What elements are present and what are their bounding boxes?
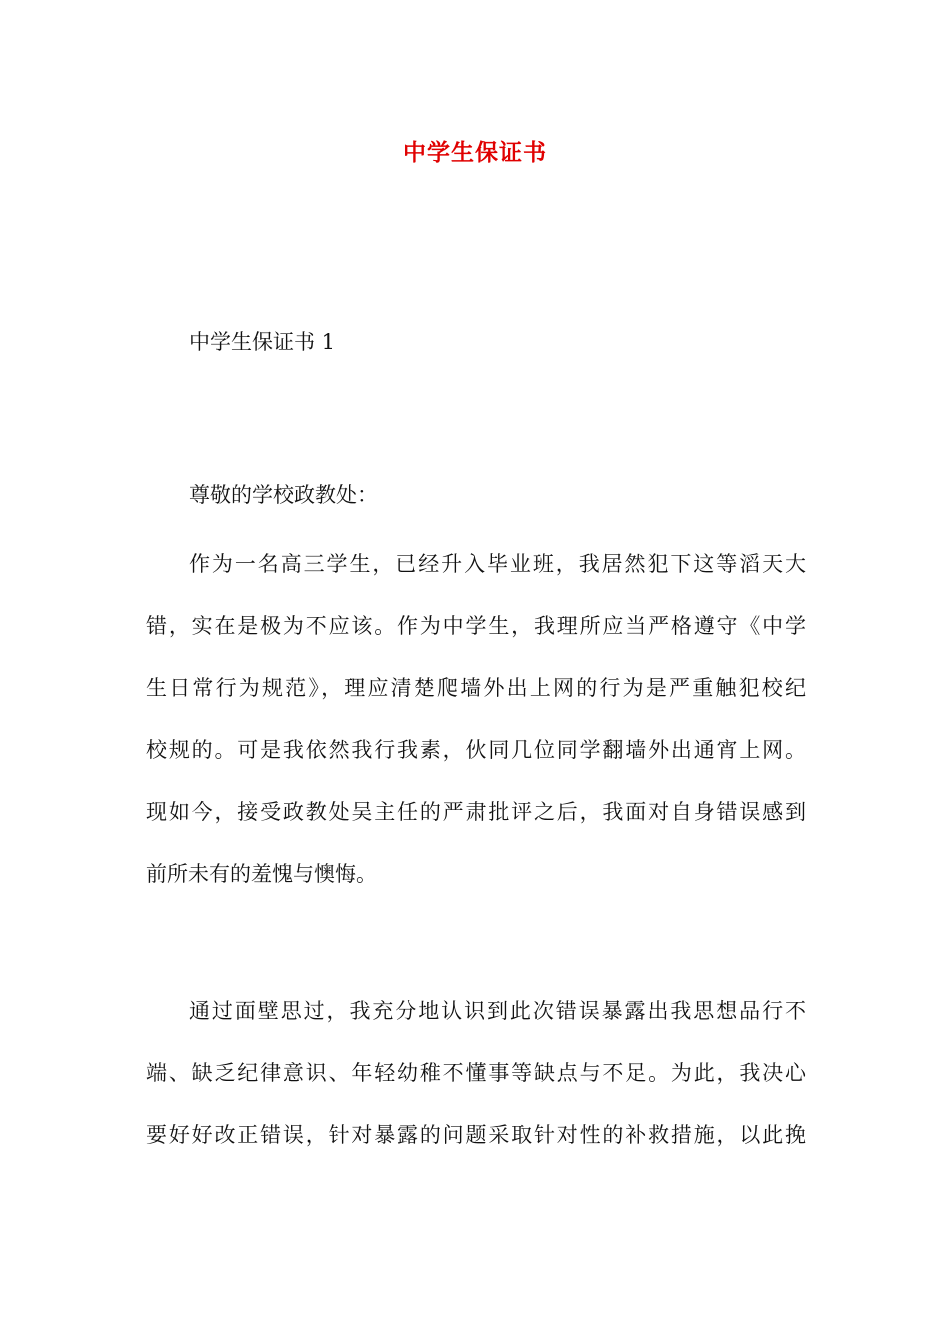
paragraph-1-line: 现如今，接受政教处吴主任的严肃批评之后，我面对自身错误感到 — [146, 800, 806, 824]
salutation: 尊敬的学校政教处： — [189, 483, 378, 507]
paragraph-1-line: 前所未有的羞愧与懊悔。 — [146, 862, 377, 886]
paragraph-2-line: 要好好改正错误，针对暴露的问题采取针对性的补救措施，以此挽 — [146, 1123, 806, 1147]
document-title: 中学生保证书 — [403, 139, 547, 166]
paragraph-1-line: 校规的。可是我依然我行我素，伙同几位同学翻墙外出通宵上网。 — [146, 738, 806, 762]
section-heading: 中学生保证书 1 — [189, 330, 336, 354]
paragraph-1-line: 生日常行为规范》，理应清楚爬墙外出上网的行为是严重触犯校纪 — [146, 676, 806, 700]
paragraph-2-line: 通过面壁思过，我充分地认识到此次错误暴露出我思想品行不 — [189, 999, 806, 1023]
paragraph-1-line: 错，实在是极为不应该。作为中学生，我理所应当严格遵守《中学 — [146, 614, 806, 638]
paragraph-2 — [146, 980, 806, 1166]
paragraph-1 — [146, 533, 806, 905]
paragraph-2-line: 端、缺乏纪律意识、年轻幼稚不懂事等缺点与不足。为此，我决心 — [146, 1061, 806, 1085]
paragraph-1-line: 作为一名高三学生，已经升入毕业班，我居然犯下这等滔天大 — [189, 552, 806, 576]
